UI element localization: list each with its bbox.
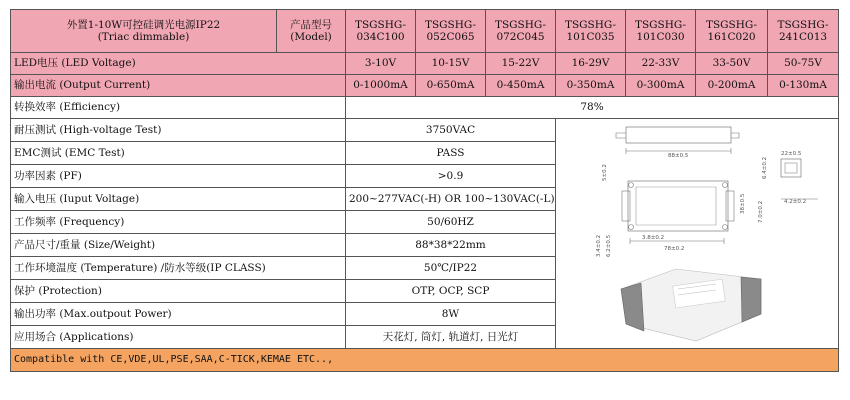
product-image-cell: [556, 119, 839, 349]
table-cell: 50/60HZ: [346, 211, 556, 234]
table-cell: >0.9: [346, 165, 556, 188]
compatibility-note: Compatible with CE,VDE,UL,PSE,SAA,C-TICK,KEMAE ETC..,: [11, 349, 839, 372]
table-cell: 50-75V: [768, 53, 839, 75]
model-code: 072C045: [496, 31, 545, 43]
model-code: 034C100: [356, 31, 405, 43]
header-row: [11, 10, 839, 53]
spec-table: [10, 9, 839, 372]
dimension-label: 6.2±0.5: [606, 234, 612, 257]
table-cell: 0-300mA: [626, 75, 696, 97]
led-voltage-row: [11, 53, 839, 75]
table-cell: PASS: [346, 142, 556, 165]
table-cell: 0-350mA: [556, 75, 626, 97]
table-cell: OTP, OCP, SCP: [346, 280, 556, 303]
model-cell: [556, 10, 626, 53]
dimension-label: 3.4±0.2: [596, 234, 602, 257]
dimension-label: 6.4±0.2: [762, 156, 768, 179]
dimension-label: 7.0±0.2: [758, 200, 764, 223]
model-code: 161C020: [707, 31, 756, 43]
dimension-label: 38±0.5: [740, 193, 746, 214]
table-cell: 3-10V: [346, 53, 416, 75]
table-cell: 200~277VAC(-H) OR 100~130VAC(-L): [346, 188, 556, 211]
table-cell: 0-650mA: [416, 75, 486, 97]
row-label: 保护 (Protection): [11, 280, 346, 303]
table-cell: 8W: [346, 303, 556, 326]
table-cell: 16-29V: [556, 53, 626, 75]
dimension-label: 88±0.5: [668, 153, 689, 159]
table-cell: 0-200mA: [696, 75, 768, 97]
row-label: 应用场合 (Applications): [11, 326, 346, 349]
dimension-drawing: [556, 119, 838, 349]
table-cell: 33-50V: [696, 53, 768, 75]
table-cell: 天花灯, 筒灯, 轨道灯, 日光灯: [346, 326, 556, 349]
row-label: 输出功率 (Max.outpout Power): [11, 303, 346, 326]
row-label: EMC测试 (EMC Test): [11, 142, 346, 165]
model-code: 101C030: [636, 31, 685, 43]
model-cell: [486, 10, 556, 53]
footer-row: [11, 349, 839, 372]
table-cell: 15-22V: [486, 53, 556, 75]
model-code: 101C035: [566, 31, 615, 43]
row-label: 产品尺寸/重量 (Size/Weight): [11, 234, 346, 257]
model-cell: [346, 10, 416, 53]
spec-row: [11, 119, 839, 142]
table-cell: 0-1000mA: [346, 75, 416, 97]
table-cell: 3750VAC: [346, 119, 556, 142]
row-label: 功率因素 (PF): [11, 165, 346, 188]
table-cell: 50℃/IP22: [346, 257, 556, 280]
row-label: LED电压 (LED Voltage): [11, 53, 346, 75]
model-label-en: (Model): [290, 31, 332, 43]
dimension-label: 4.2±0.2: [784, 199, 807, 205]
model-prefix: TSGSHG-: [777, 18, 829, 31]
row-label: 工作频率 (Frequency): [11, 211, 346, 234]
model-prefix: TSGSHG-: [634, 18, 687, 31]
model-cell: [768, 10, 839, 53]
product-title-cell: [11, 10, 277, 53]
model-cell: [696, 10, 768, 53]
dimension-label: 22±0.5: [781, 151, 802, 157]
table-cell: 0-450mA: [486, 75, 556, 97]
table-cell: 22-33V: [626, 53, 696, 75]
model-prefix: TSGSHG-: [494, 18, 547, 31]
model-cell: [416, 10, 486, 53]
dimension-label: 78±0.2: [664, 246, 685, 252]
table-cell: 0-130mA: [768, 75, 839, 97]
row-label: 转换效率 (Efficiency): [11, 97, 346, 119]
model-prefix: TSGSHG-: [354, 18, 407, 31]
dimension-label: 5±0.2: [602, 164, 608, 181]
product-title: 外置1-10W可控硅调光电源IP22: [66, 18, 221, 31]
model-prefix: TSGSHG-: [564, 18, 617, 31]
efficiency-row: [11, 97, 839, 119]
model-prefix: TSGSHG-: [705, 18, 758, 31]
dimension-label: 3.8±0.2: [642, 235, 665, 241]
model-label-cell: [277, 10, 346, 53]
model-cell: [626, 10, 696, 53]
product-photo: [621, 269, 761, 341]
table-cell: 88*38*22mm: [346, 234, 556, 257]
table-cell: 78%: [346, 97, 839, 119]
model-code: 052C065: [426, 31, 475, 43]
row-label: 输出电流 (Output Current): [11, 75, 346, 97]
model-label: 产品型号: [290, 18, 332, 31]
model-prefix: TSGSHG-: [424, 18, 477, 31]
model-code: 241C013: [778, 31, 828, 43]
product-subtitle: (Triac dimmable): [97, 31, 190, 43]
table-cell: 10-15V: [416, 53, 486, 75]
output-current-row: [11, 75, 839, 97]
row-label: 耐压测试 (High-voltage Test): [11, 119, 346, 142]
row-label: 输入电压 (Iuput Voltage): [11, 188, 346, 211]
row-label: 工作环境温度 (Temperature) /防水等级(IP CLASS): [11, 257, 346, 280]
